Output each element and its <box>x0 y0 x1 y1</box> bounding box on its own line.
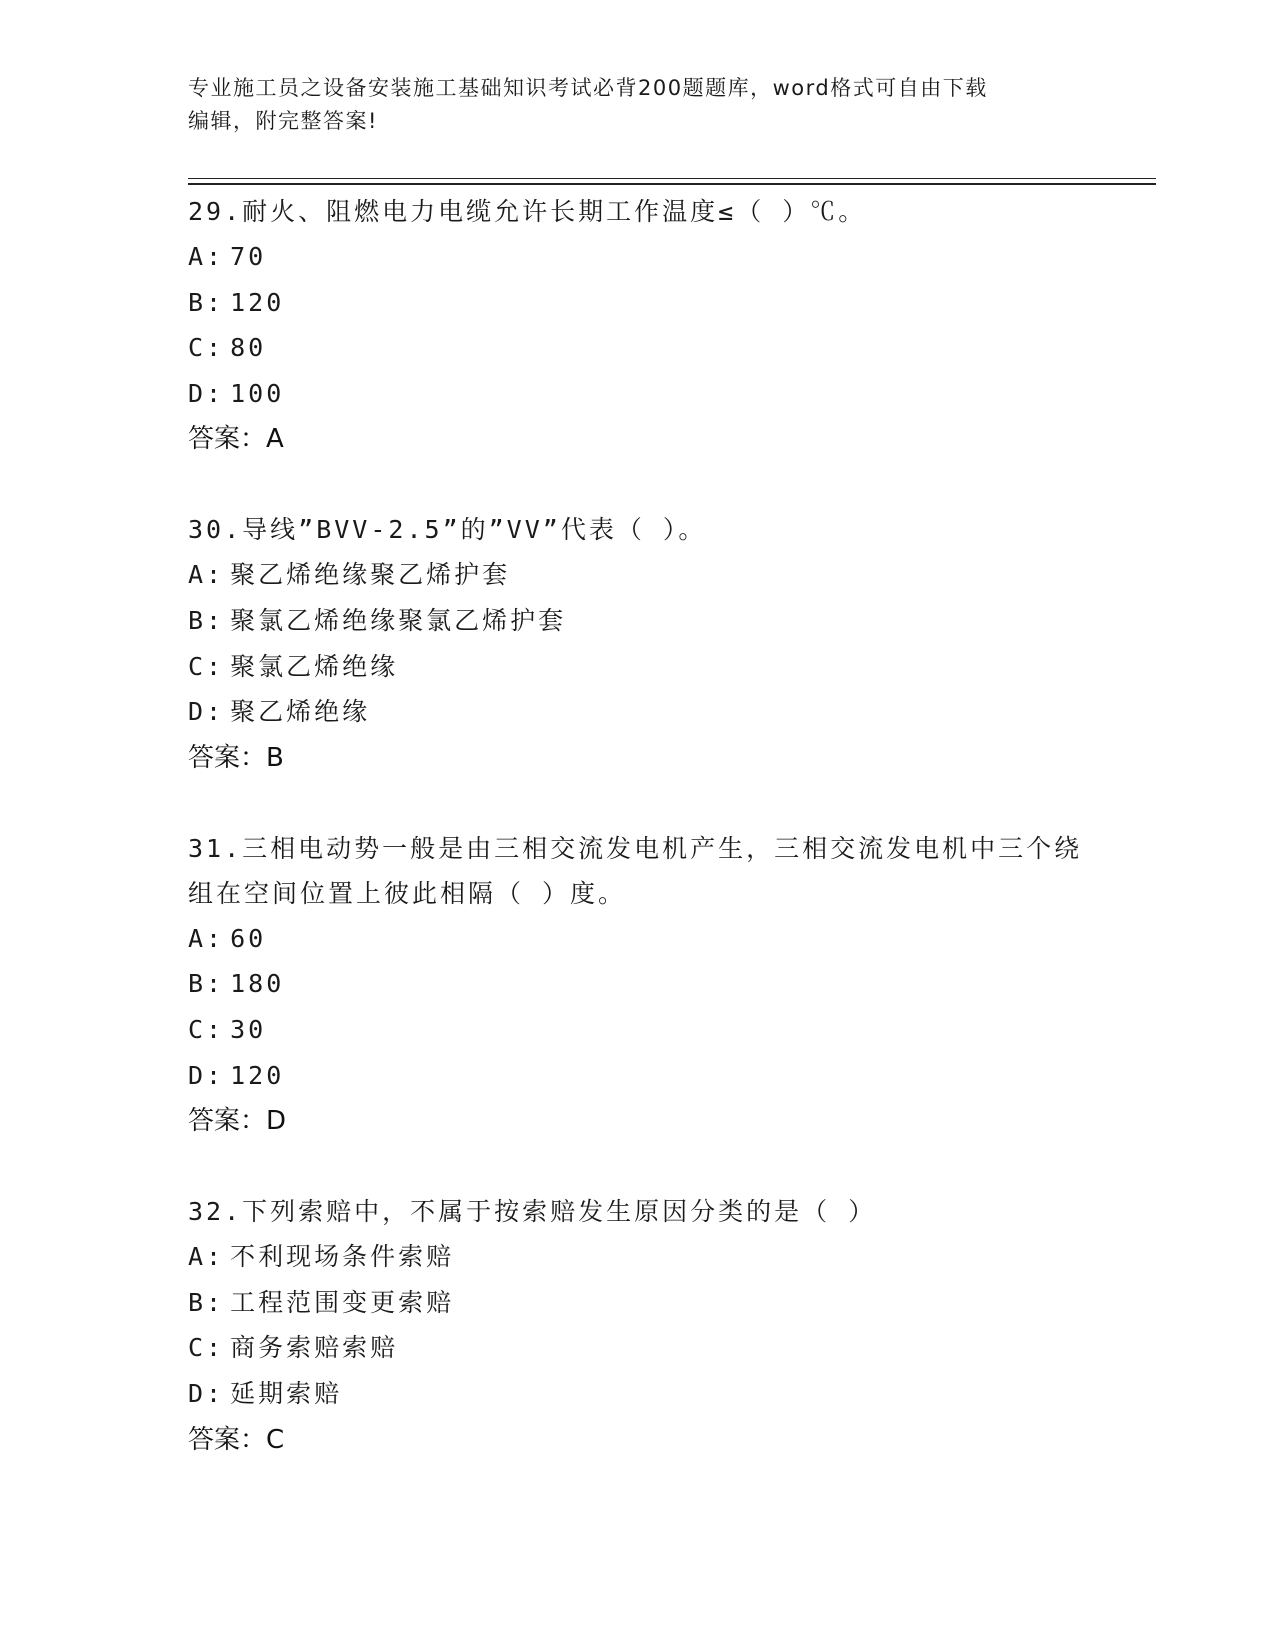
option-c <box>188 1325 1088 1371</box>
header-title-line-2: 编辑，附完整答案! <box>188 109 378 133</box>
option-key: B: <box>188 605 225 635</box>
answer-line: 答案：B <box>188 742 284 773</box>
option-b <box>188 961 1088 1007</box>
answer-line: 答案：A <box>188 424 284 455</box>
option-key: A: <box>188 242 225 271</box>
option-c <box>188 325 1088 371</box>
question-spacer <box>188 462 1088 507</box>
option-value: 不利现场条件索赔 <box>230 1242 455 1272</box>
option-a <box>188 1234 1088 1280</box>
option-value: 工程范围变更索赔 <box>230 1287 455 1317</box>
option-value: 120 <box>230 1060 285 1090</box>
option-value: 聚乙烯绝缘聚乙烯护套 <box>230 560 511 590</box>
question-stem: 31.三相电动势一般是由三相交流发电机产生，三相交流发电机中三个绕组在空间位置上彼此相隔（ ）度。 <box>188 833 1083 908</box>
question-spacer <box>188 781 1088 826</box>
question-29 <box>188 189 1088 462</box>
option-key: D: <box>188 697 225 727</box>
option-value: 商务索赔索赔 <box>230 1333 399 1363</box>
header-divider-thin <box>188 178 1156 179</box>
option-key: B: <box>188 969 225 999</box>
option-key: C: <box>188 651 225 681</box>
question-32 <box>188 1189 1088 1462</box>
option-d <box>188 1371 1088 1417</box>
option-value: 180 <box>230 969 285 999</box>
option-d <box>188 689 1088 735</box>
question-stem: 32.下列索赔中，不属于按索赔发生原因分类的是（ ） <box>188 1197 877 1227</box>
option-b <box>188 280 1088 326</box>
option-key: D: <box>188 1060 225 1090</box>
option-key: A: <box>188 1242 225 1272</box>
answer-line: 答案：C <box>188 1424 285 1455</box>
option-key: D: <box>188 1378 225 1408</box>
option-value: 80 <box>230 333 267 363</box>
option-b <box>188 598 1088 644</box>
option-key: A: <box>188 923 225 953</box>
question-stem: 29.耐火、阻燃电力电缆允许长期工作温度≤（ ）℃。 <box>188 197 867 226</box>
option-key: B: <box>188 1287 225 1317</box>
option-d <box>188 1053 1088 1099</box>
option-a <box>188 552 1088 598</box>
option-c <box>188 1007 1088 1053</box>
option-value: 60 <box>230 923 267 953</box>
question-30 <box>188 507 1088 780</box>
header-title-line-1: 专业施工员之设备安装施工基础知识考试必背200题题库，word格式可自由下载 <box>188 76 988 100</box>
option-value: 70 <box>230 242 267 271</box>
option-value: 延期索赔 <box>230 1378 343 1408</box>
question-31 <box>188 826 1088 1144</box>
option-key: B: <box>188 287 225 317</box>
option-d <box>188 371 1088 417</box>
option-value: 聚氯乙烯绝缘 <box>230 651 399 681</box>
option-value: 30 <box>230 1014 267 1044</box>
option-key: C: <box>188 333 225 363</box>
option-b <box>188 1280 1088 1326</box>
question-stem: 30.导线”BVV-2.5”的”VV”代表（ ）。 <box>188 515 707 545</box>
option-value: 120 <box>230 287 285 317</box>
option-key: C: <box>188 1014 225 1044</box>
option-value: 聚乙烯绝缘 <box>230 697 371 727</box>
option-key: A: <box>188 560 225 590</box>
document-header <box>188 72 1068 138</box>
header-divider-thick <box>188 183 1156 185</box>
option-a <box>188 916 1088 962</box>
option-value: 聚氯乙烯绝缘聚氯乙烯护套 <box>230 605 567 635</box>
option-a <box>188 234 1088 280</box>
question-list <box>188 189 1088 1463</box>
answer-line: 答案：D <box>188 1106 287 1137</box>
question-spacer <box>188 1144 1088 1189</box>
option-key: D: <box>188 378 225 408</box>
option-c <box>188 644 1088 690</box>
option-key: C: <box>188 1333 225 1363</box>
option-value: 100 <box>230 378 285 408</box>
